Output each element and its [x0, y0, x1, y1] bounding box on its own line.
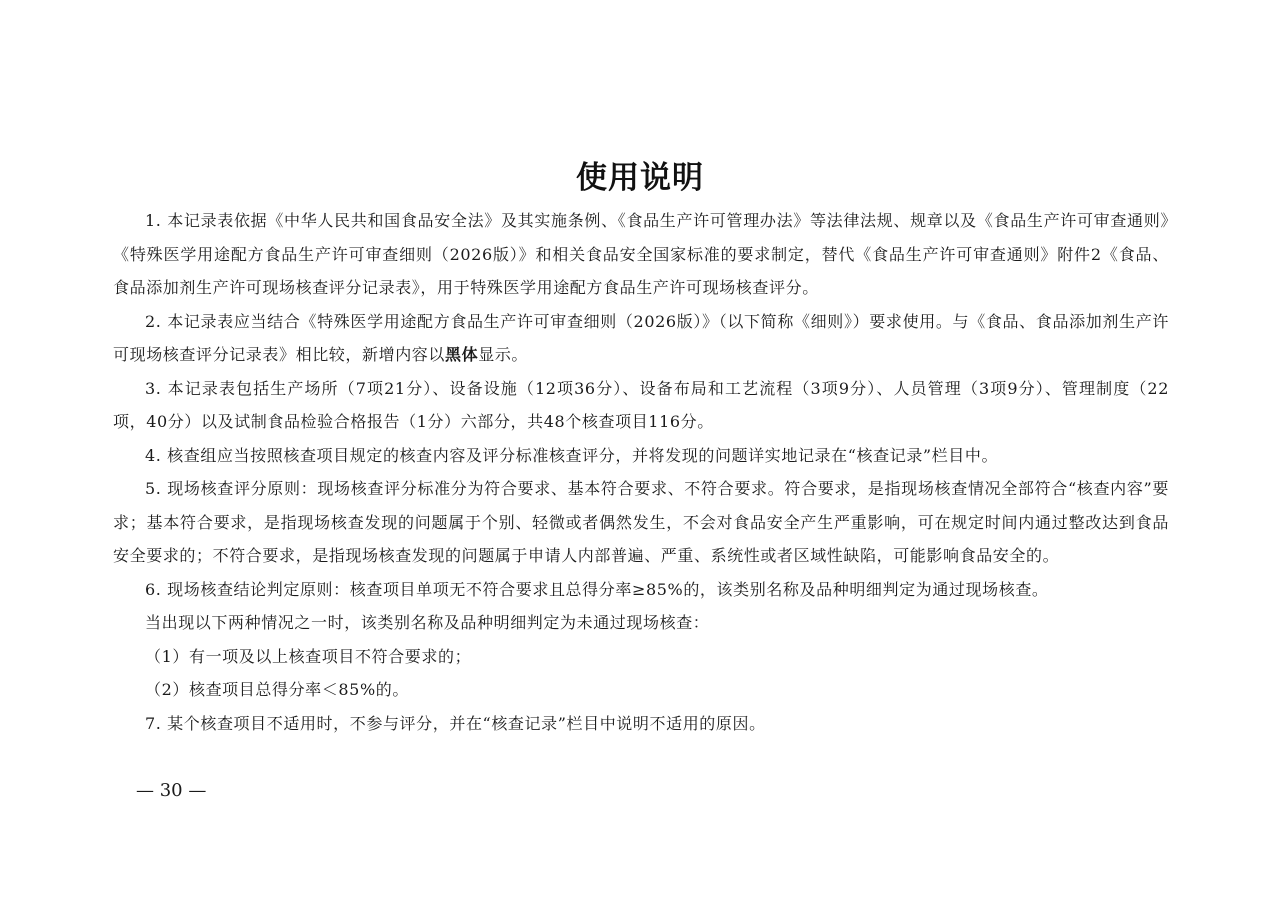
paragraph-6-item-1: （1）有一项及以上核查项目不符合要求的； [145, 646, 472, 666]
paragraph-6-item-2: （2）核查项目总得分率＜85%的。 [145, 680, 409, 699]
page-title: 使用说明 [576, 160, 704, 196]
paragraph-1: 1. 本记录表依据《中华人民共和国食品安全法》及其实施条例、《食品生产许可管理办法》等法律法规、规章以及《食品生产许可审查通则》《特殊医学用途配方食品生产许可审查细则（2026版）》和相关食品安全国家标准的要求制定，替代《食品生产许可审查通则》附件2《食品、食品添加剂生产许可现场核查评分记录表》，用于特殊医学用途配方食品生产许可现场核查评分。 [113, 211, 1169, 297]
paragraph-2 [113, 305, 1169, 372]
paragraph-6-subtext: 当出现以下两种情况之一时，该类别名称及品种明细判定为未通过现场核查： [145, 613, 710, 632]
instructions-body [113, 204, 1169, 740]
paragraph-5: 5. 现场核查评分原则：现场核查评分标准分为符合要求、基本符合要求、不符合要求。符合要求，是指现场核查情况全部符合“核查内容”要求；基本符合要求，是指现场核查发现的问题属于个别、轻微或者偶然发生，不会对食品安全产生严重影响，可在规定时间内通过整改达到食品安全要求的；不符合要求，是指现场核查发现的问题属于申请人内部普遍、严重、系统性或者区域性缺陷，可能影响食品安全的。 [113, 479, 1169, 565]
paragraph-2-text: 2. 本记录表应当结合《特殊医学用途配方食品生产许可审查细则（2026版）》（以下简称《细则》）要求使用。与《食品、食品添加剂生产许可现场核查评分记录表》相比较，新增内容以 [113, 311, 1169, 364]
paragraph-4: 4. 核查组应当按照核查项目规定的核查内容及评分标准核查评分，并将发现的问题详实地记录在“核查记录”栏目中。 [145, 445, 999, 465]
paragraph-2-tail-text: 显示。 [478, 345, 529, 364]
paragraph-7: 7. 某个核查项目不适用时，不参与评分，并在“核查记录”栏目中说明不适用的原因。 [145, 713, 766, 733]
page-number: — 30 — [136, 780, 207, 801]
paragraph-2-bold-text: 黑体 [445, 345, 479, 364]
paragraph-6: 6. 现场核查结论判定原则：核查项目单项无不符合要求且总得分率≥85%的，该类别名称及品种明细判定为通过现场核查。 [145, 579, 1049, 599]
paragraph-3: 3. 本记录表包括生产场所（7项21分）、设备设施（12项36分）、设备布局和工艺流程（3项9分）、人员管理（3项9分）、管理制度（22项，40分）以及试制食品检验合格报告（1分）六部分，共48个核查项目116分。 [113, 378, 1169, 431]
